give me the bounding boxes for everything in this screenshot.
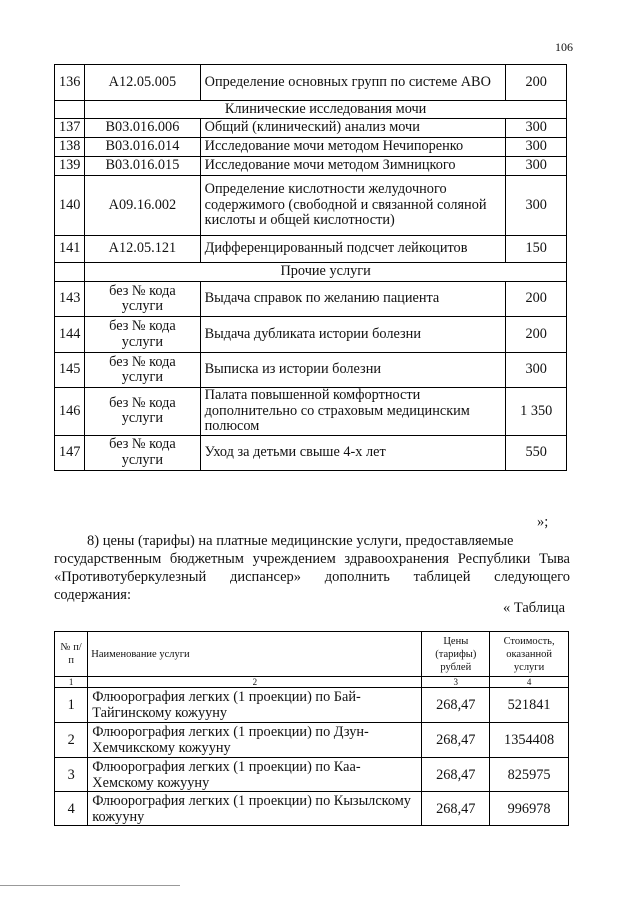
table-row (55, 176, 567, 236)
service-code: без № кода услуги (85, 353, 200, 388)
row-number: 141 (55, 236, 85, 263)
service-code: без № кода услуги (85, 282, 200, 317)
table-row (55, 758, 569, 792)
service-price: 200 (506, 65, 567, 101)
row-number: 140 (55, 176, 85, 236)
fluorography-table-body (55, 677, 569, 826)
service-code: В03.016.015 (85, 157, 200, 176)
service-name: Флюорография легких (1 проекции) по Кызылскому кожууну (88, 792, 422, 826)
table-row (55, 388, 567, 436)
row-number: 3 (55, 758, 88, 792)
section-title: Прочие услуги (85, 263, 567, 282)
footer-divider (0, 885, 180, 886)
service-price: 300 (506, 138, 567, 157)
service-price: 200 (506, 282, 567, 317)
column-index: 4 (490, 677, 569, 688)
service-name: Определение основных групп по системе АВО (200, 65, 506, 101)
service-price: 268,47 (422, 688, 490, 723)
services-table-body (55, 65, 567, 471)
service-price: 200 (506, 317, 567, 353)
table-row (55, 65, 567, 101)
header-price: Цены (тарифы) рублей (422, 632, 490, 677)
section-title: Клинические исследования мочи (85, 101, 567, 119)
service-price: 300 (506, 157, 567, 176)
service-name: Дифференцированный подсчет лейкоцитов (200, 236, 506, 263)
service-price: 150 (506, 236, 567, 263)
row-number: 2 (55, 723, 88, 758)
table-row (55, 157, 567, 176)
header-no: № п/п (55, 632, 88, 677)
header-cost: Стоимость, оказанной услуги (490, 632, 569, 677)
service-price: 268,47 (422, 758, 490, 792)
service-price: 300 (506, 119, 567, 138)
page-number: 106 (555, 40, 573, 54)
paragraph-lead: 8) цены (тарифы) на платные медицинские услуги, предоставляемые (87, 533, 514, 549)
service-code: без № кода услуги (85, 317, 200, 353)
service-price: 1 350 (506, 388, 567, 436)
service-name: Общий (клинический) анализ мочи (200, 119, 506, 138)
row-number: 138 (55, 138, 85, 157)
service-name: Флюорография легких (1 проекции) по Бай-Тайгинскому кожууну (88, 688, 422, 723)
table-header-row (55, 632, 569, 677)
service-price: 300 (506, 353, 567, 388)
table-row (55, 792, 569, 826)
service-name: Палата повышенной комфортности дополнительно со страховым медицинским полюсом (200, 388, 506, 436)
service-code: А12.05.005 (85, 65, 200, 101)
column-index: 2 (88, 677, 422, 688)
table-row (55, 688, 569, 723)
row-number: 145 (55, 353, 85, 388)
service-code: В03.016.014 (85, 138, 200, 157)
section-empty-cell (55, 101, 85, 119)
row-number: 139 (55, 157, 85, 176)
service-name: Выписка из истории болезни (200, 353, 506, 388)
row-number: 143 (55, 282, 85, 317)
column-index: 1 (55, 677, 88, 688)
service-cost: 521841 (490, 688, 569, 723)
row-number: 1 (55, 688, 88, 723)
row-number: 144 (55, 317, 85, 353)
service-code: А12.05.121 (85, 236, 200, 263)
service-code: А09.16.002 (85, 176, 200, 236)
fluorography-table (54, 631, 569, 826)
service-code: без № кода услуги (85, 388, 200, 436)
row-number: 137 (55, 119, 85, 138)
section-row (55, 263, 567, 282)
service-name: Флюорография легких (1 проекции) по Дзун-Хемчикскому кожууну (88, 723, 422, 758)
table-row (55, 353, 567, 388)
table-row (55, 317, 567, 353)
closing-mark: »; (537, 514, 549, 530)
table-row (55, 236, 567, 263)
services-price-table (54, 64, 567, 471)
service-name: Исследование мочи методом Зимницкого (200, 157, 506, 176)
row-number: 147 (55, 435, 85, 470)
column-index: 3 (422, 677, 490, 688)
service-cost: 1354408 (490, 723, 569, 758)
paragraph-rest: государственным бюджетным учреждением здравоохранения Республики Тыва «Противотуберкулезный диспансер» дополнить таблицей следующего содержания: (54, 551, 570, 603)
service-price: 268,47 (422, 723, 490, 758)
row-number: 146 (55, 388, 85, 436)
service-name: Флюорография легких (1 проекции) по Каа-Хемскому кожууну (88, 758, 422, 792)
table-row (55, 119, 567, 138)
service-cost: 825975 (490, 758, 569, 792)
table-row (55, 282, 567, 317)
service-name: Выдача справок по желанию пациента (200, 282, 506, 317)
table-row (55, 435, 567, 470)
table-caption: « Таблица (503, 600, 566, 616)
column-index-row (55, 677, 569, 688)
service-name: Уход за детьми свыше 4-х лет (200, 435, 506, 470)
section-empty-cell (55, 263, 85, 282)
service-name: Исследование мочи методом Нечипоренко (200, 138, 506, 157)
table-row (55, 723, 569, 758)
service-cost: 996978 (490, 792, 569, 826)
service-code: без № кода услуги (85, 435, 200, 470)
service-name: Определение кислотности желудочного содержимого (свободной и связанной соляной кислоты и общей кислотности) (200, 176, 506, 236)
row-number: 136 (55, 65, 85, 101)
service-price: 268,47 (422, 792, 490, 826)
section-row (55, 101, 567, 119)
service-price: 300 (506, 176, 567, 236)
header-name: Наименование услуги (88, 632, 422, 677)
row-number: 4 (55, 792, 88, 826)
service-name: Выдача дубликата истории болезни (200, 317, 506, 353)
service-code: В03.016.006 (85, 119, 200, 138)
amendment-paragraph (87, 532, 570, 550)
table-row (55, 138, 567, 157)
service-price: 550 (506, 435, 567, 470)
